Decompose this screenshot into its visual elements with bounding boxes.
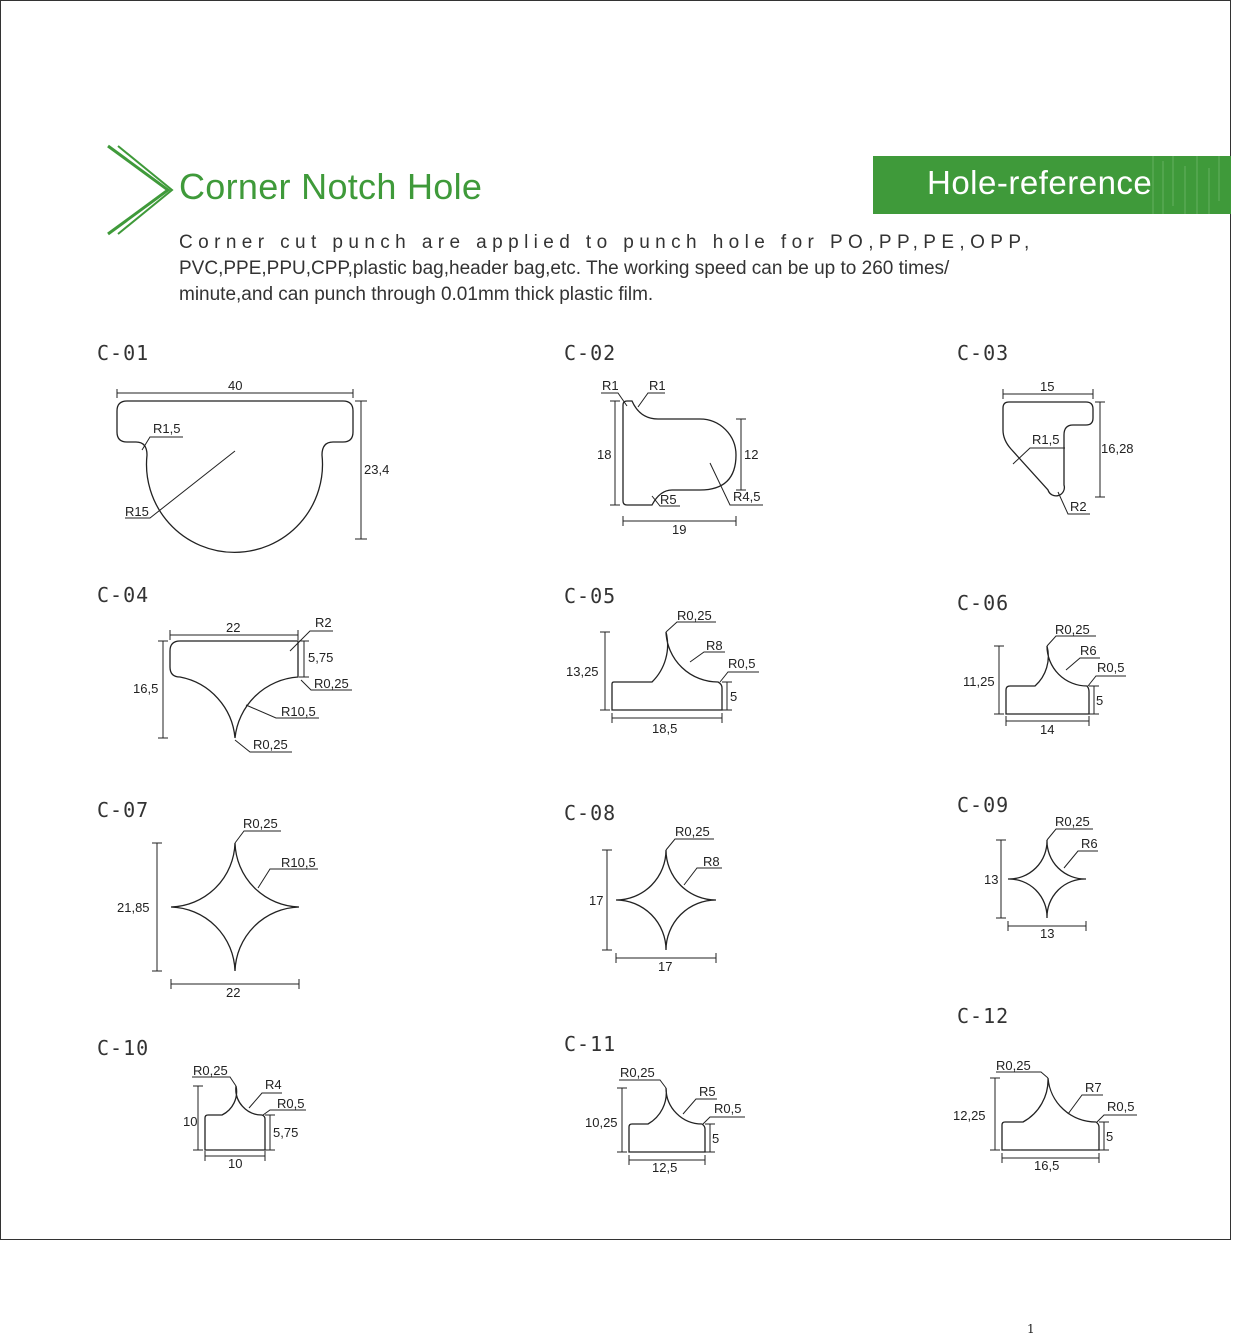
c12-r1: R0,25 [996, 1058, 1031, 1073]
c04-w: 22 [226, 620, 241, 635]
c07-r2: R10,5 [281, 855, 316, 870]
drawing-c10 [183, 1063, 306, 1171]
c11-d1: 5 [712, 1131, 720, 1146]
c09-r2: R6 [1081, 836, 1098, 851]
drawing-c06 [963, 622, 1126, 737]
c01-r2: R15 [125, 504, 149, 519]
c04-r3: R10,5 [281, 704, 316, 719]
code-c01: C-01 [97, 341, 150, 365]
c02-h: 18 [597, 447, 612, 462]
c04-d1: 5,75 [308, 650, 334, 665]
c04-r4: R0,25 [253, 737, 288, 752]
c12-r3: R0,5 [1107, 1099, 1135, 1114]
c07-r1: R0,25 [243, 816, 278, 831]
c04-h: 16,5 [133, 681, 159, 696]
c12-r2: R7 [1085, 1080, 1102, 1095]
drawing-c12 [953, 1058, 1137, 1173]
c10-r2: R4 [265, 1077, 282, 1092]
c09-w: 13 [1040, 926, 1055, 941]
c05-r2: R8 [706, 638, 723, 653]
c05-h: 13,25 [566, 664, 599, 679]
c01-width: 40 [228, 378, 243, 393]
c02-w: 19 [672, 522, 687, 537]
c05-r3: R0,5 [728, 656, 756, 671]
c04-r2: R0,25 [314, 676, 349, 691]
code-c05: C-05 [564, 584, 617, 608]
code-c06: C-06 [957, 591, 1010, 615]
c11-r1: R0,25 [620, 1065, 655, 1080]
c04-r1: R2 [315, 615, 332, 630]
c11-h: 10,25 [585, 1115, 618, 1130]
drawing-c03 [1003, 379, 1134, 514]
banner-label: Hole-reference [927, 164, 1153, 201]
drawing-c09 [984, 814, 1098, 941]
c10-w: 10 [228, 1156, 243, 1171]
page-number: 1 [1027, 1322, 1035, 1336]
code-c10: C-10 [97, 1036, 150, 1060]
code-c08: C-08 [564, 801, 617, 825]
c03-h: 16,28 [1101, 441, 1134, 456]
c02-r2: R1 [649, 378, 666, 393]
c06-w: 14 [1040, 722, 1055, 737]
c12-w: 16,5 [1034, 1158, 1060, 1173]
drawing-c11 [585, 1065, 745, 1175]
c07-w: 22 [226, 985, 241, 1000]
description-line-2: PVC,PPE,PPU,CPP,plastic bag,header bag,etc. The working speed can be up to 260 times/ [179, 258, 950, 279]
c01-height: 23,4 [364, 462, 390, 477]
description-line-1: Corner cut punch are applied to punch hole for PO,PP,PE,OPP, [179, 232, 1035, 253]
code-c07: C-07 [97, 798, 150, 822]
drawing-c01 [117, 378, 389, 552]
drawing-c08 [589, 824, 722, 974]
code-c12: C-12 [957, 1004, 1010, 1028]
drawing-c05 [566, 608, 759, 736]
c07-h: 21,85 [117, 900, 150, 915]
c09-h: 13 [984, 872, 999, 887]
c03-r2: R2 [1070, 499, 1087, 514]
code-c03: C-03 [957, 341, 1010, 365]
c06-d1: 5 [1096, 693, 1104, 708]
c06-r2: R6 [1080, 643, 1097, 658]
c02-h2: 12 [744, 447, 759, 462]
c11-r3: R0,5 [714, 1101, 742, 1116]
c09-r1: R0,25 [1055, 814, 1090, 829]
c08-r1: R0,25 [675, 824, 710, 839]
c10-r3: R0,5 [277, 1096, 305, 1111]
drawing-c07 [117, 816, 318, 1000]
page-title: Corner Notch Hole [179, 166, 483, 207]
code-c09: C-09 [957, 793, 1010, 817]
c10-r1: R0,25 [193, 1063, 228, 1078]
c06-r1: R0,25 [1055, 622, 1090, 637]
description-line-3: minute,and can punch through 0.01mm thick plastic film. [179, 284, 654, 305]
c01-r1: R1,5 [153, 421, 181, 436]
c06-r3: R0,5 [1097, 660, 1125, 675]
c02-r3: R5 [660, 492, 677, 507]
c02-r1: R1 [602, 378, 619, 393]
code-c11: C-11 [564, 1032, 617, 1056]
c03-r1: R1,5 [1032, 432, 1060, 447]
c08-w: 17 [658, 959, 673, 974]
code-c02: C-02 [564, 341, 617, 365]
c10-d1: 5,75 [273, 1125, 299, 1140]
c05-d1: 5 [730, 689, 738, 704]
c02-r4: R4,5 [733, 489, 761, 504]
c03-w: 15 [1040, 379, 1055, 394]
c10-h: 10 [183, 1114, 198, 1129]
c12-d1: 5 [1106, 1129, 1114, 1144]
code-c04: C-04 [97, 583, 150, 607]
c05-w: 18,5 [652, 721, 678, 736]
c12-h: 12,25 [953, 1108, 986, 1123]
c08-h: 17 [589, 893, 604, 908]
c06-h: 11,25 [963, 674, 995, 689]
drawing-c04 [133, 615, 352, 752]
c08-r2: R8 [703, 854, 720, 869]
c11-r2: R5 [699, 1084, 716, 1099]
c05-r1: R0,25 [677, 608, 712, 623]
c11-w: 12,5 [652, 1160, 678, 1175]
drawing-c02 [597, 378, 763, 537]
